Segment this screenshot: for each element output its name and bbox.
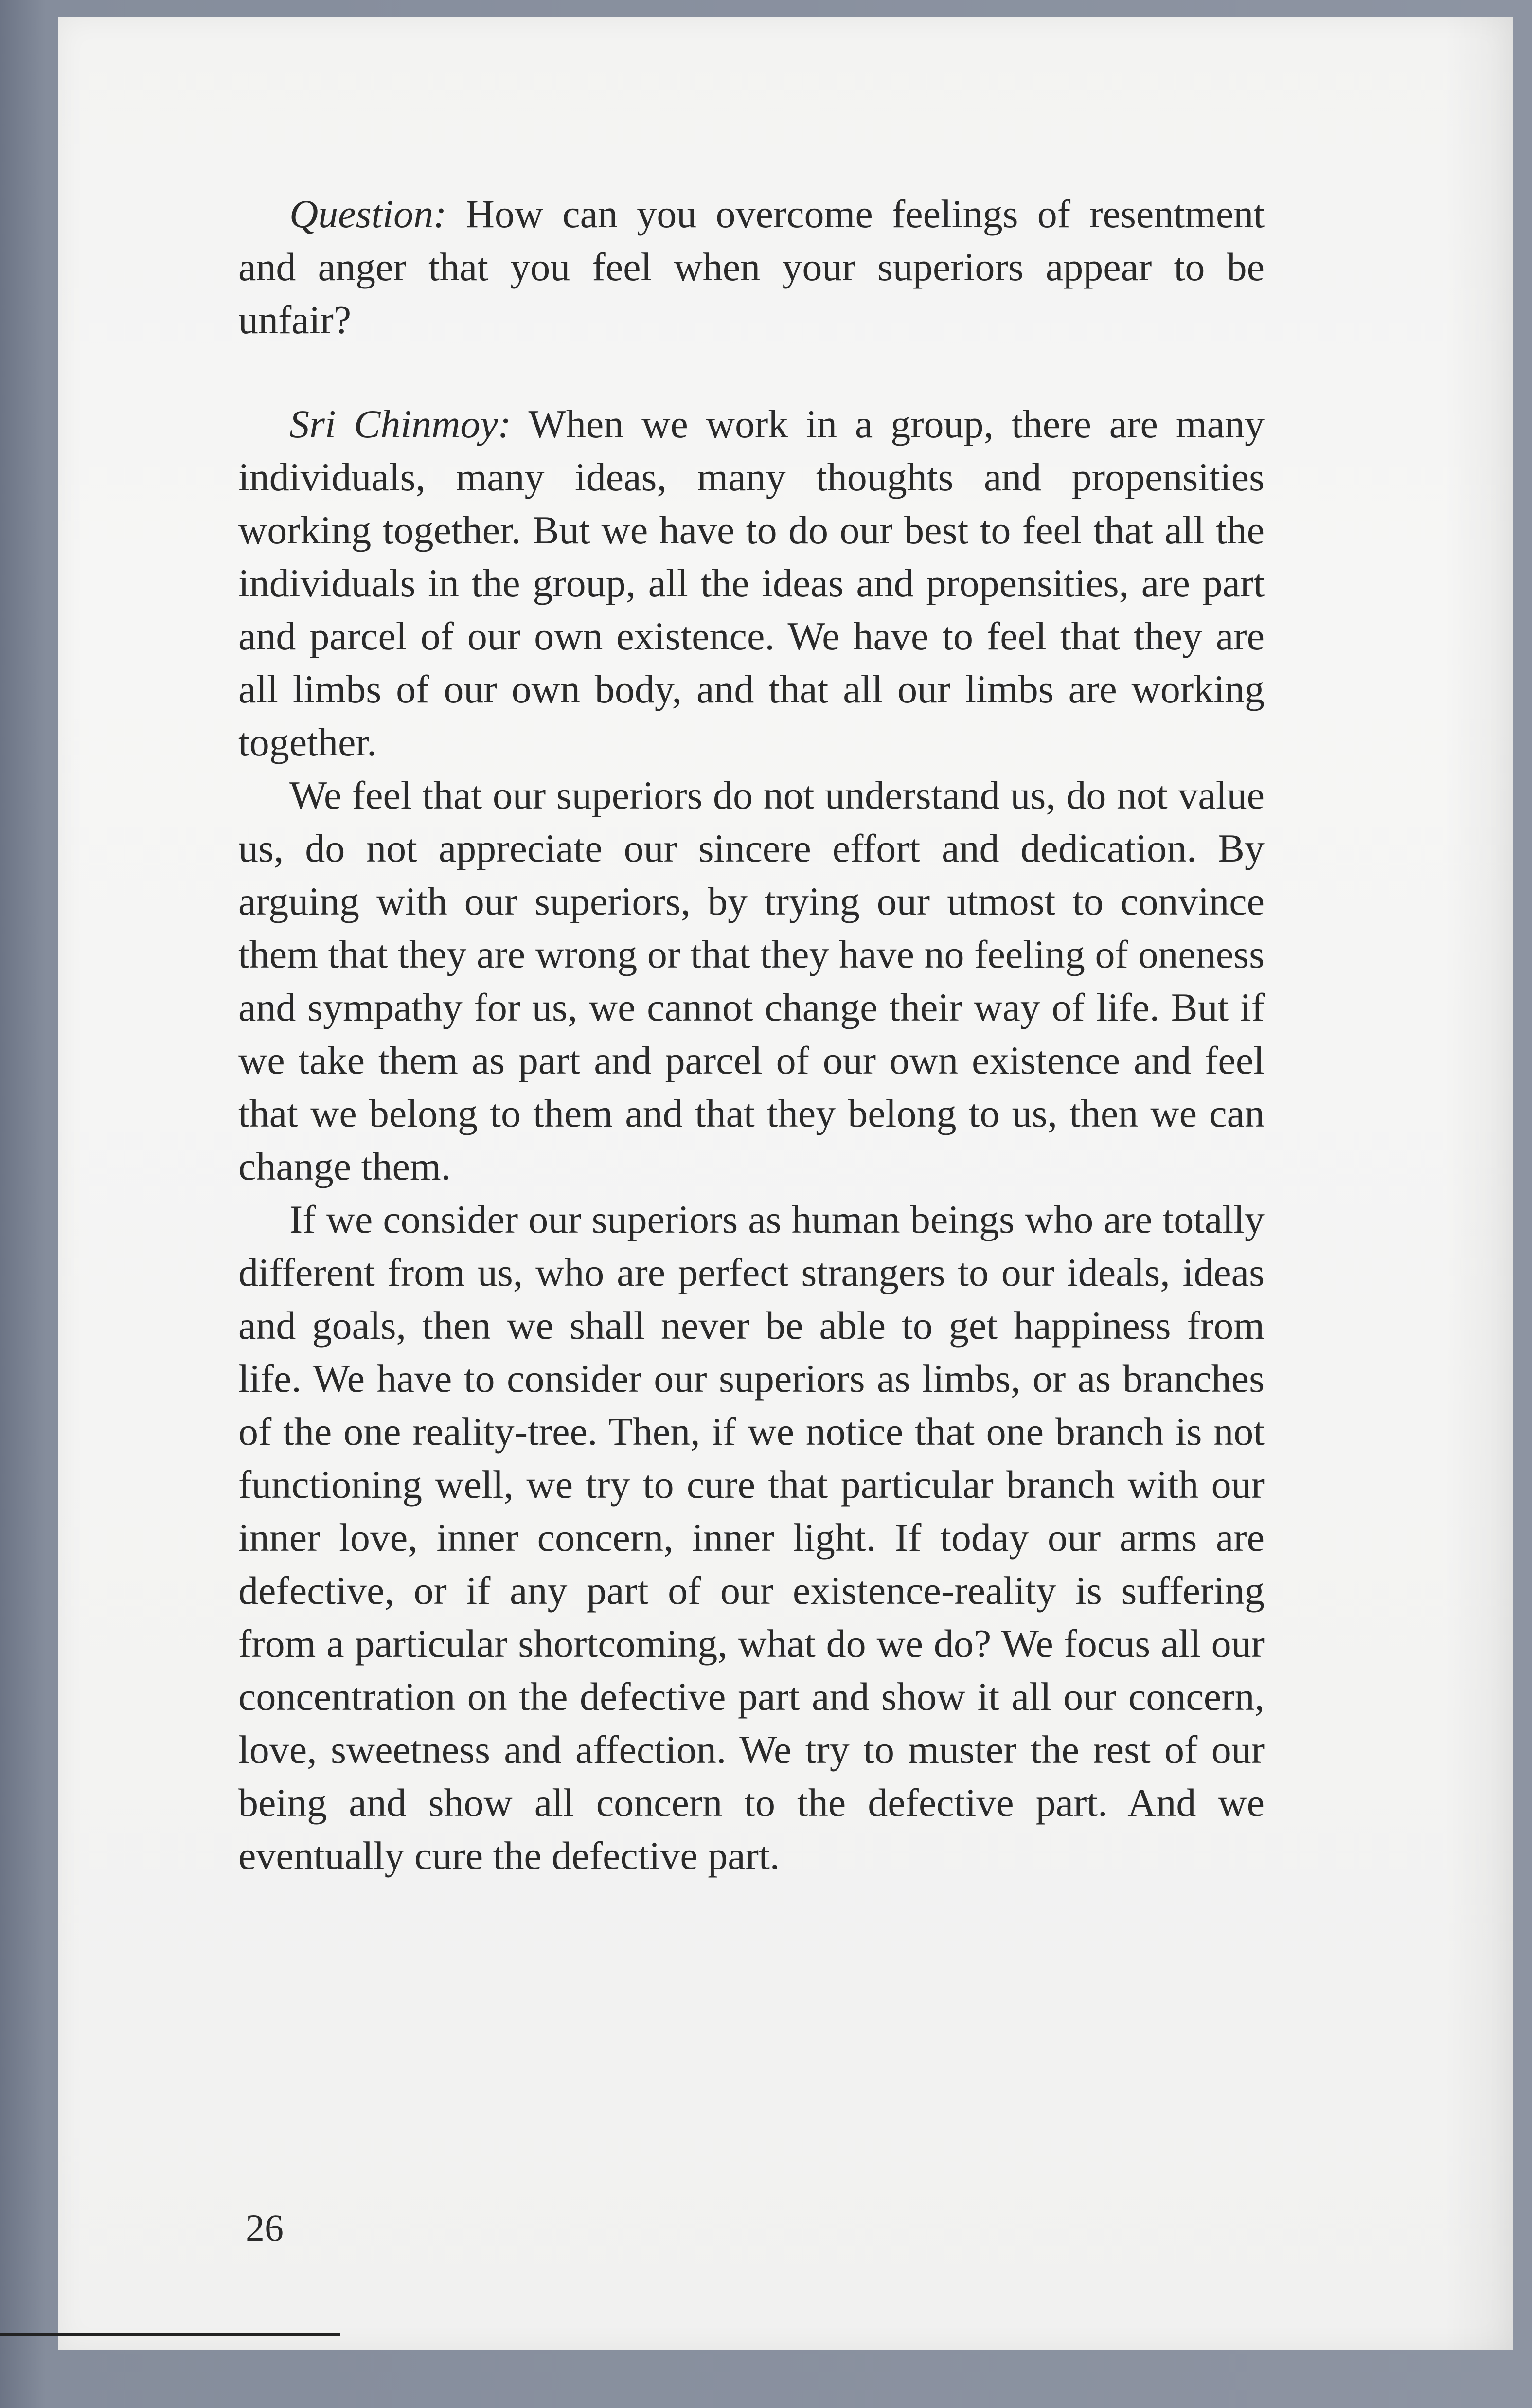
answer-text-3: If we consider our superiors as human beings who are totally different from us, who are perfect strangers to our ideals, ideas and goals, then we shall never be able to get happiness from life. We have to consider our superiors as limbs, or as branches of the one reality-tree. Then, if we notice that one branch is not functioning well, we try to cure that particular branch with our inner love, inner concern, inner light. If today our arms are defective, or if any part of our existence-reality is suffering from a particular shortcoming, what do we do? We focus all our concentration on the defective part and show it all our concern, love, sweetness and affection. We try to muster the rest of our being and show all concern to the defective part. And we eventually cure the defective part.	[238, 1197, 1265, 1878]
bottom-edge-rule	[0, 2333, 340, 2336]
question-label: Question:	[289, 192, 447, 236]
question-paragraph	[238, 187, 1265, 346]
answer-text-1: When we work in a group, there are many individuals, many ideas, many thoughts and propensities working together. But we have to do our best to feel that all the individuals in the group, all the ideas and propensities, are part and parcel of our own existence. We have to feel that they are all limbs of our own body, and that all our limbs are working together.	[238, 402, 1265, 764]
answer-paragraph-1	[238, 397, 1265, 769]
speaker-label: Sri Chinmoy:	[289, 402, 512, 446]
answer-text-2: We feel that our superiors do not understand us, do not value us, do not appreciate our sincere effort and dedication. By arguing with our superiors, by trying our utmost to convince them that they are wrong or that they have no feeling of oneness and sympathy for us, we cannot change their way of life. But if we take them as part and parcel of our own existence and feel that we belong to them and that they belong to us, then we can change them.	[238, 773, 1265, 1188]
question-text: How can you overcome feelings of resentment and anger that you feel when your superiors appear to be unfair?	[238, 192, 1265, 342]
page-edge-shadow	[1444, 17, 1513, 2350]
answer-paragraph-2	[238, 769, 1265, 1193]
body-text	[238, 187, 1265, 1882]
page-number: 26	[246, 2207, 284, 2249]
answer-paragraph-3	[238, 1193, 1265, 1882]
